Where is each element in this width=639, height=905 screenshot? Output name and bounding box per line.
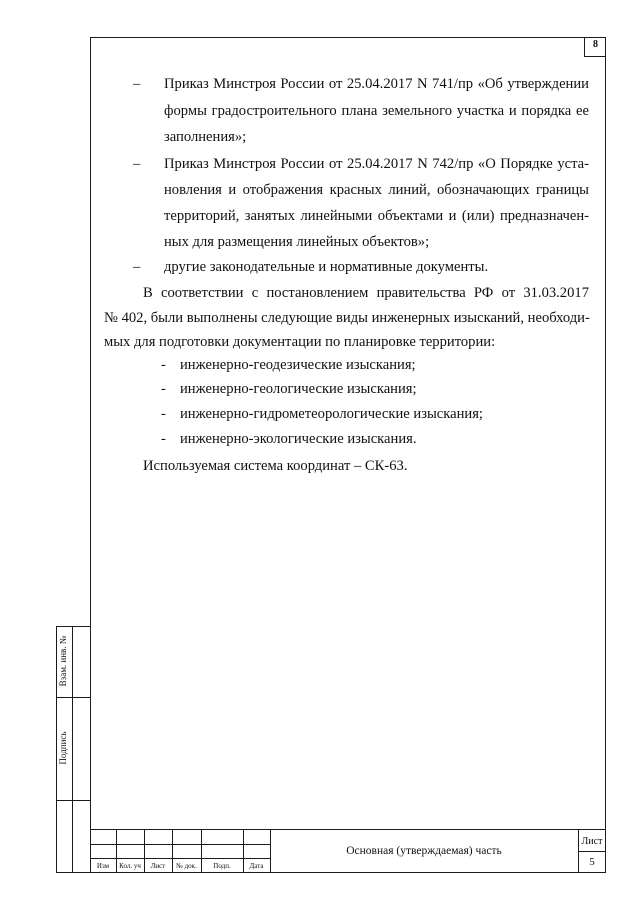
survey-item-dash: - (161, 431, 166, 447)
title-block-header-podp: Подп. (213, 862, 231, 870)
survey-item: инженерно-геологические изыскания; (180, 381, 417, 397)
title-block-title: Основная (утверждаемая) часть (346, 845, 502, 857)
list-item-line: Приказ Минстроя России от 25.04.2017 N 742/пр «О Порядке уста- (164, 156, 589, 172)
list-item-line: формы градостроительного плана земельного участка и порядка ее (164, 103, 589, 119)
paragraph-line: мых для подготовки документации по планировке территории: (104, 334, 496, 350)
title-block-top (90, 829, 606, 830)
paragraph-line: В соответствии с постановлением правительства РФ от 31.03.2017 (143, 285, 589, 301)
page-number-box-bottom (584, 56, 606, 57)
list-item-dash: – (133, 156, 141, 172)
title-block-header-data: Дата (249, 862, 264, 870)
list-item-line: территорий, занятых линейными объектами и (или) предназначен- (164, 208, 589, 224)
survey-item-dash: - (161, 406, 166, 422)
survey-item: инженерно-экологические изыскания. (180, 431, 417, 447)
frame-left (90, 37, 91, 873)
survey-item-dash: - (161, 357, 166, 373)
side-stamp-vzam-inv: Взам. инв. № (58, 635, 68, 687)
side-stamp-left (56, 626, 57, 873)
frame-top (90, 37, 606, 38)
survey-item: инженерно-гидрометеорологические изыскания; (180, 406, 483, 422)
title-block-sheet-row (578, 851, 606, 852)
title-block-sheet-label: Лист (581, 836, 603, 847)
title-block-header-kol-uch: Кол. уч (119, 862, 141, 870)
coordinate-system-text: Используемая система координат – СК-63. (143, 458, 408, 474)
page-number: 8 (593, 39, 598, 50)
list-item-dash: – (133, 259, 141, 275)
list-item-dash: – (133, 76, 141, 92)
title-block-header-list: Лист (150, 862, 166, 870)
list-item-line: Приказ Минстроя России от 25.04.2017 N 741/пр «Об утверждении (164, 76, 589, 92)
title-block-header-izm: Изм (96, 862, 110, 870)
survey-item: инженерно-геодезические изыскания; (180, 357, 416, 373)
list-item-line: другие законодательные и нормативные документы. (164, 259, 489, 275)
frame-right (605, 37, 606, 873)
survey-item-dash: - (161, 381, 166, 397)
title-block-header-doc: № док. (176, 862, 197, 870)
title-block-sheet-number: 5 (589, 856, 595, 868)
side-stamp-podpis: Подпись (58, 731, 68, 765)
side-stamp-mid (72, 626, 73, 873)
side-stamp-div2 (56, 800, 91, 801)
list-item-line: новления и отображения красных линий, обозначающих границы (164, 182, 589, 198)
list-item-line: ных для размещения линейных объектов»; (164, 234, 430, 250)
frame-bottom (56, 872, 606, 873)
side-stamp-div1 (56, 697, 91, 698)
list-item-line: заполнения»; (164, 129, 247, 145)
paragraph-line: № 402, были выполнены следующие виды инженерных изысканий, необходи- (104, 310, 590, 326)
